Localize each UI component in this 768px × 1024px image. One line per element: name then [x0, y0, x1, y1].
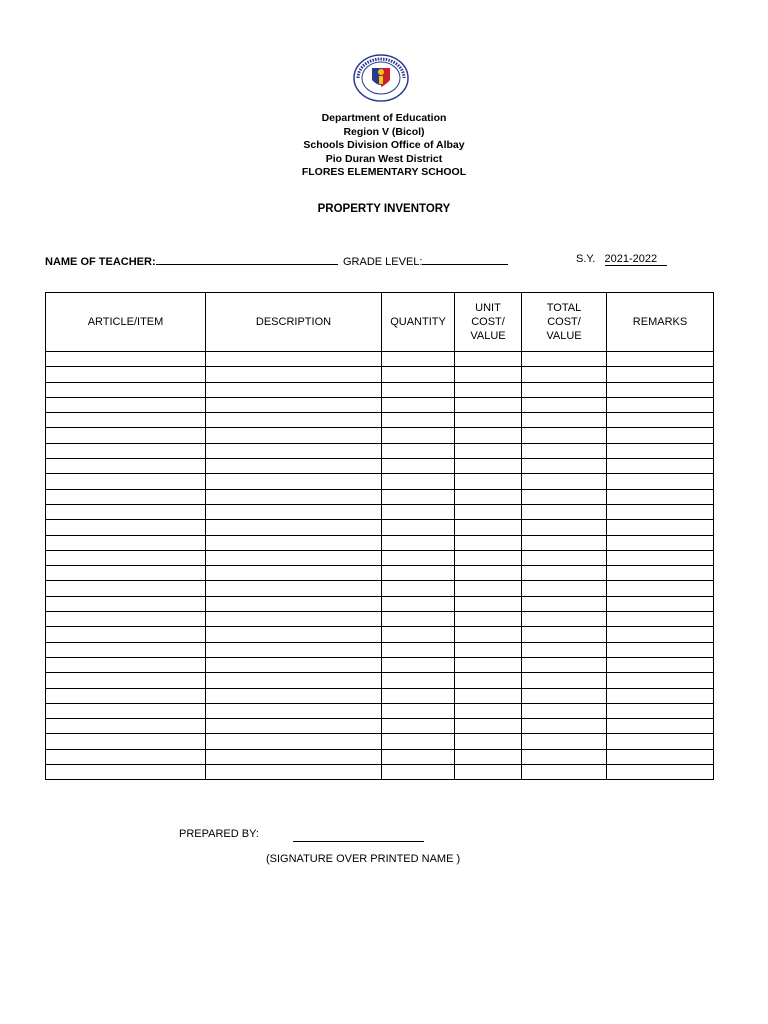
- table-cell[interactable]: [46, 474, 206, 489]
- table-cell[interactable]: [382, 474, 455, 489]
- table-row: [46, 397, 714, 412]
- table-cell[interactable]: [455, 382, 522, 397]
- table-row: [46, 765, 714, 780]
- table-cell[interactable]: [455, 627, 522, 642]
- table-cell[interactable]: [46, 352, 206, 367]
- table-cell[interactable]: [607, 596, 714, 611]
- table-cell[interactable]: [522, 688, 607, 703]
- table-cell[interactable]: [455, 397, 522, 412]
- page-title: PROPERTY INVENTORY: [317, 203, 451, 215]
- grade-level-label: GRADE LEVEL:: [343, 256, 423, 268]
- table-cell[interactable]: [607, 749, 714, 764]
- table-cell[interactable]: [382, 428, 455, 443]
- table-cell[interactable]: [607, 535, 714, 550]
- table-cell[interactable]: [522, 474, 607, 489]
- table-cell[interactable]: [46, 550, 206, 565]
- table-cell[interactable]: [206, 413, 382, 428]
- table-cell[interactable]: [607, 520, 714, 535]
- header-division: Schools Division Office of Albay: [303, 139, 465, 151]
- table-cell[interactable]: [607, 367, 714, 382]
- table-row: [46, 382, 714, 397]
- table-row: [46, 612, 714, 627]
- table-cell[interactable]: [455, 443, 522, 458]
- table-cell[interactable]: [382, 596, 455, 611]
- table-cell[interactable]: [46, 657, 206, 672]
- table-cell[interactable]: [46, 459, 206, 474]
- table-cell[interactable]: [607, 734, 714, 749]
- table-cell[interactable]: [46, 642, 206, 657]
- table-cell[interactable]: [522, 459, 607, 474]
- table-cell[interactable]: [382, 443, 455, 458]
- table-cell[interactable]: [522, 627, 607, 642]
- table-cell[interactable]: [607, 352, 714, 367]
- table-cell[interactable]: [382, 550, 455, 565]
- teacher-field: [45, 253, 338, 268]
- header-region: Region V (Bicol): [343, 125, 425, 138]
- table-cell[interactable]: [206, 428, 382, 443]
- school-year-field: [576, 253, 667, 265]
- table-cell[interactable]: [46, 596, 206, 611]
- table-cell[interactable]: [607, 688, 714, 703]
- table-cell[interactable]: [206, 596, 382, 611]
- table-cell[interactable]: [206, 504, 382, 519]
- table-cell[interactable]: [206, 459, 382, 474]
- table-cell[interactable]: [455, 459, 522, 474]
- table-cell[interactable]: [607, 703, 714, 718]
- table-row: [46, 489, 714, 504]
- table-cell[interactable]: [206, 749, 382, 764]
- table-cell[interactable]: [206, 367, 382, 382]
- table-cell[interactable]: [607, 443, 714, 458]
- table-cell[interactable]: [382, 413, 455, 428]
- teacher-label: NAME OF TEACHER:: [45, 256, 156, 268]
- table-row: [46, 566, 714, 581]
- table-cell[interactable]: [46, 566, 206, 581]
- table-cell[interactable]: [206, 581, 382, 596]
- table-cell[interactable]: [522, 612, 607, 627]
- table-cell[interactable]: [522, 413, 607, 428]
- table-cell[interactable]: [607, 581, 714, 596]
- table-cell[interactable]: [206, 657, 382, 672]
- table-cell[interactable]: [206, 627, 382, 642]
- table-cell[interactable]: [455, 596, 522, 611]
- table-cell[interactable]: [382, 719, 455, 734]
- table-cell[interactable]: [607, 627, 714, 642]
- table-cell[interactable]: [522, 581, 607, 596]
- table-cell[interactable]: [522, 657, 607, 672]
- table-cell[interactable]: [382, 627, 455, 642]
- col-header-article-item: ARTICLE/ITEM: [46, 293, 206, 352]
- table-row: [46, 734, 714, 749]
- table-cell[interactable]: [607, 673, 714, 688]
- table-cell[interactable]: [46, 443, 206, 458]
- table-row: [46, 443, 714, 458]
- table-cell[interactable]: [455, 673, 522, 688]
- table-cell[interactable]: [522, 352, 607, 367]
- table-cell[interactable]: [206, 443, 382, 458]
- table-cell[interactable]: [455, 719, 522, 734]
- table-cell[interactable]: [607, 612, 714, 627]
- table-cell[interactable]: [607, 489, 714, 504]
- table-cell[interactable]: [522, 367, 607, 382]
- table-cell[interactable]: [455, 352, 522, 367]
- table-cell[interactable]: [455, 489, 522, 504]
- signature-note: (SIGNATURE OVER PRINTED NAME ): [266, 853, 461, 865]
- table-row: [46, 535, 714, 550]
- table-cell[interactable]: [382, 367, 455, 382]
- inventory-table: [45, 292, 714, 780]
- table-cell[interactable]: [455, 581, 522, 596]
- table-cell[interactable]: [455, 765, 522, 780]
- table-cell[interactable]: [206, 352, 382, 367]
- table-cell[interactable]: [522, 596, 607, 611]
- table-cell[interactable]: [206, 535, 382, 550]
- table-cell[interactable]: [522, 566, 607, 581]
- col-header-description: DESCRIPTION: [206, 293, 382, 352]
- table-row: [46, 673, 714, 688]
- table-cell[interactable]: [607, 397, 714, 412]
- table-cell[interactable]: [382, 688, 455, 703]
- table-cell[interactable]: [607, 474, 714, 489]
- table-cell[interactable]: [455, 367, 522, 382]
- table-cell[interactable]: [522, 765, 607, 780]
- table-cell[interactable]: [455, 703, 522, 718]
- table-cell[interactable]: [382, 459, 455, 474]
- table-cell[interactable]: [206, 719, 382, 734]
- table-cell[interactable]: [522, 734, 607, 749]
- table-cell[interactable]: [455, 413, 522, 428]
- table-cell[interactable]: [522, 489, 607, 504]
- table-cell[interactable]: [382, 504, 455, 519]
- prepared-by-signature-line[interactable]: [293, 829, 424, 842]
- col-header-total-cost: TOTAL COST/ VALUE: [522, 293, 607, 352]
- header-school: FLORES ELEMENTARY SCHOOL: [301, 166, 467, 178]
- table-cell[interactable]: [522, 397, 607, 412]
- table-cell[interactable]: [607, 428, 714, 443]
- table-cell[interactable]: [382, 397, 455, 412]
- table-cell[interactable]: [46, 535, 206, 550]
- table-cell[interactable]: [382, 612, 455, 627]
- table-cell[interactable]: [46, 765, 206, 780]
- table-cell[interactable]: [455, 550, 522, 565]
- table-cell[interactable]: [206, 703, 382, 718]
- table-cell[interactable]: [46, 520, 206, 535]
- table-row: [46, 520, 714, 535]
- table-row: [46, 459, 714, 474]
- table-row: [46, 367, 714, 382]
- table-cell[interactable]: [46, 688, 206, 703]
- table-cell[interactable]: [206, 688, 382, 703]
- table-cell[interactable]: [382, 657, 455, 672]
- table-row: [46, 550, 714, 565]
- table-cell[interactable]: [46, 612, 206, 627]
- table-cell[interactable]: [522, 520, 607, 535]
- header-department: Department of Education: [321, 112, 447, 124]
- table-row: [46, 749, 714, 764]
- table-cell[interactable]: [455, 535, 522, 550]
- table-cell[interactable]: [522, 535, 607, 550]
- table-cell[interactable]: [382, 673, 455, 688]
- table-cell[interactable]: [382, 489, 455, 504]
- table-cell[interactable]: [607, 459, 714, 474]
- table-cell[interactable]: [46, 719, 206, 734]
- table-cell[interactable]: [206, 673, 382, 688]
- table-cell[interactable]: [46, 734, 206, 749]
- table-cell[interactable]: [607, 657, 714, 672]
- table-cell[interactable]: [46, 382, 206, 397]
- document-header: [0, 112, 768, 180]
- table-cell[interactable]: [46, 749, 206, 764]
- table-cell[interactable]: [455, 474, 522, 489]
- table-cell[interactable]: [382, 566, 455, 581]
- col-header-remarks: REMARKS: [607, 293, 714, 352]
- table-body: [46, 352, 714, 780]
- table-cell[interactable]: [455, 749, 522, 764]
- table-row: [46, 581, 714, 596]
- table-cell[interactable]: [46, 367, 206, 382]
- table-cell[interactable]: [382, 765, 455, 780]
- table-cell[interactable]: [382, 352, 455, 367]
- col-header-quantity: QUANTITY: [382, 293, 455, 352]
- table-cell[interactable]: [206, 734, 382, 749]
- table-cell[interactable]: [522, 382, 607, 397]
- table-cell[interactable]: [455, 734, 522, 749]
- table-cell[interactable]: [455, 520, 522, 535]
- table-row: [46, 627, 714, 642]
- table-cell[interactable]: [455, 612, 522, 627]
- table-cell[interactable]: [607, 504, 714, 519]
- table-cell[interactable]: [382, 642, 455, 657]
- table-cell[interactable]: [382, 520, 455, 535]
- table-cell[interactable]: [382, 535, 455, 550]
- table-cell[interactable]: [46, 428, 206, 443]
- table-cell[interactable]: [455, 642, 522, 657]
- table-cell[interactable]: [46, 581, 206, 596]
- school-year-value: 2021-2022: [605, 253, 668, 266]
- table-cell[interactable]: [206, 520, 382, 535]
- table-cell[interactable]: [206, 474, 382, 489]
- table-row: [46, 719, 714, 734]
- table-cell[interactable]: [522, 428, 607, 443]
- grade-level-blank-line[interactable]: [422, 253, 508, 265]
- table-cell[interactable]: [46, 504, 206, 519]
- table-cell[interactable]: [607, 382, 714, 397]
- table-cell[interactable]: [46, 627, 206, 642]
- table-cell[interactable]: [382, 703, 455, 718]
- table-cell[interactable]: [206, 550, 382, 565]
- table-cell[interactable]: [455, 504, 522, 519]
- table-cell[interactable]: [382, 382, 455, 397]
- table-cell[interactable]: [607, 765, 714, 780]
- table-row: [46, 352, 714, 367]
- table-cell[interactable]: [455, 657, 522, 672]
- table-cell[interactable]: [46, 413, 206, 428]
- col-header-unit-cost: UNIT COST/ VALUE: [455, 293, 522, 352]
- table-cell[interactable]: [455, 688, 522, 703]
- table-row: [46, 657, 714, 672]
- table-cell[interactable]: [522, 550, 607, 565]
- table-cell[interactable]: [607, 413, 714, 428]
- table-cell[interactable]: [522, 719, 607, 734]
- table-row: [46, 474, 714, 489]
- table-cell[interactable]: [455, 428, 522, 443]
- header-district: Pio Duran West District: [325, 152, 443, 165]
- table-cell[interactable]: [522, 703, 607, 718]
- table-cell[interactable]: [382, 734, 455, 749]
- table-cell[interactable]: [522, 673, 607, 688]
- table-cell[interactable]: [206, 382, 382, 397]
- table-row: [46, 413, 714, 428]
- table-cell[interactable]: [522, 642, 607, 657]
- table-cell[interactable]: [522, 443, 607, 458]
- table-cell[interactable]: [607, 719, 714, 734]
- table-cell[interactable]: [455, 566, 522, 581]
- table-cell[interactable]: [206, 642, 382, 657]
- table-row: [46, 688, 714, 703]
- table-cell[interactable]: [46, 673, 206, 688]
- table-cell[interactable]: [46, 703, 206, 718]
- table-row: [46, 428, 714, 443]
- table-cell[interactable]: [522, 749, 607, 764]
- prepared-by-label: PREPARED BY:: [179, 828, 259, 840]
- table-cell[interactable]: [206, 489, 382, 504]
- deped-seal-logo: [352, 54, 410, 102]
- table-row: [46, 504, 714, 519]
- table-cell[interactable]: [206, 612, 382, 627]
- table-cell[interactable]: [607, 550, 714, 565]
- table-cell[interactable]: [607, 566, 714, 581]
- table-cell[interactable]: [46, 397, 206, 412]
- table-header-row: [46, 293, 714, 352]
- table-cell[interactable]: [206, 397, 382, 412]
- table-row: [46, 703, 714, 718]
- table-row: [46, 642, 714, 657]
- table-row: [46, 596, 714, 611]
- table-cell[interactable]: [522, 504, 607, 519]
- table-cell[interactable]: [206, 566, 382, 581]
- table-cell[interactable]: [607, 642, 714, 657]
- grade-level-field: [343, 253, 508, 268]
- teacher-blank-line[interactable]: [156, 253, 338, 265]
- table-cell[interactable]: [382, 749, 455, 764]
- table-cell[interactable]: [206, 765, 382, 780]
- table-cell[interactable]: [382, 581, 455, 596]
- table-cell[interactable]: [46, 489, 206, 504]
- school-year-label: S.Y.: [576, 253, 596, 265]
